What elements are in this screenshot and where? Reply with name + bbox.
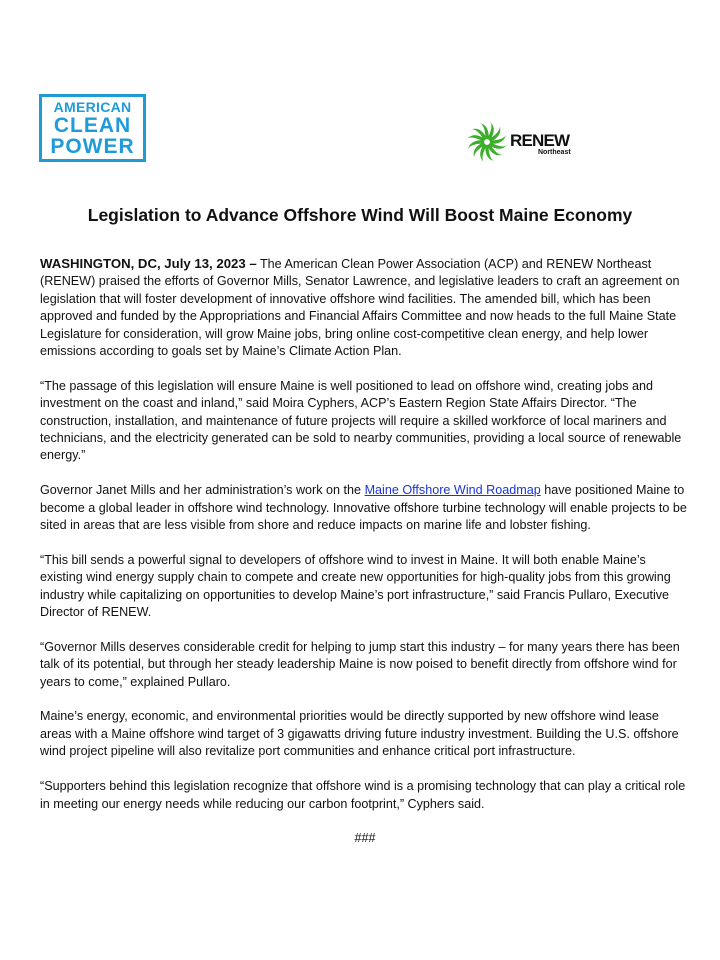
renew-northeast-logo [466,121,582,163]
press-release-body [40,255,690,865]
renew-logo-subtitle: Northeast [538,149,571,156]
acp-logo-line1: AMERICAN [53,99,132,115]
paragraph-1-text: The American Clean Power Association (ACP) and RENEW Northeast (RENEW) praised the efforts of Governor Mills, Senator Lawrence, and legislative leaders to craft an agreement on legislation that will foster development of innovative offshore wind facilities. The amended bill, which has been approved and funded by the Appropriations and Financial Affairs Committee and now heads to the full Maine State Legislature for consideration, will grow Maine jobs, bring online cost-competitive clean energy, and help lower emissions according to goals set by Maine’s Climate Action Plan. [40,257,680,359]
paragraph-3-text-after: have positioned Maine to become a global leader in offshore wind technology. Innovative offshore turbine technology will enable projects to be sited in areas that are less visible from shore and reduce impacts on marine life and lobster fishing. [40,483,687,533]
paragraph-1 [40,255,690,360]
end-mark: ### [354,831,376,846]
acp-logo-line2: CLEAN [53,114,132,137]
paragraph-2: “The passage of this legislation will ensure Maine is well positioned to lead on offshore wind, creating jobs and investment on the coast and inland,” said Moira Cyphers, ACP’s Eastern Region State Affairs Director. “The construction, installation, and maintenance of future projects will require a skilled workforce of local mariners and technicians, and the electricity generated can be sold to nearby communities, providing a local source of renewable energy.” [40,378,682,463]
paragraph-5: “Governor Mills deserves considerable credit for helping to jump start this industry – for many years there has been talk of its potential, but through her steady leadership Maine is now poised to benefit directly from offshore wind for years to come,” explained Pullaro. [40,639,680,689]
acp-logo-line3: POWER [50,135,135,158]
paragraph-6: Maine’s energy, economic, and environmental priorities would be directly supported by new offshore wind lease areas with a Maine offshore wind target of 3 gigawatts driving future industry investment. Building the U.S. offshore wind project pipeline will also revitalize port communities and enhance critical port infrastructure. [40,709,679,759]
paragraph-7: “Supporters behind this legislation recognize that offshore wind is a promising technology that can play a critical role in meeting our energy needs while reducing our carbon footprint,” Cyphers said. [40,779,686,811]
paragraph-3 [40,482,690,534]
paragraph-3-text-before: Governor Janet Mills and her administration’s work on the [40,483,365,498]
renew-logo-word: RENEW [510,131,570,150]
renew-pinwheel-icon [466,121,508,163]
press-release-title: Legislation to Advance Offshore Wind Will Boost Maine Economy [87,205,633,225]
maine-offshore-wind-roadmap-link[interactable]: Maine Offshore Wind Roadmap [364,483,541,498]
dateline: WASHINGTON, DC, July 13, 2023 – [40,256,257,271]
american-clean-power-logo [39,94,146,162]
paragraph-4: “This bill sends a powerful signal to developers of offshore wind to invest in Maine. It will both enable Maine’s existing wind energy supply chain to compete and create new opportunities for high-quality jobs from this growing industry while capitalizing on opportunities to develop Maine’s port infrastructure,” said Francis Pullaro, Executive Director of RENEW. [40,552,671,620]
